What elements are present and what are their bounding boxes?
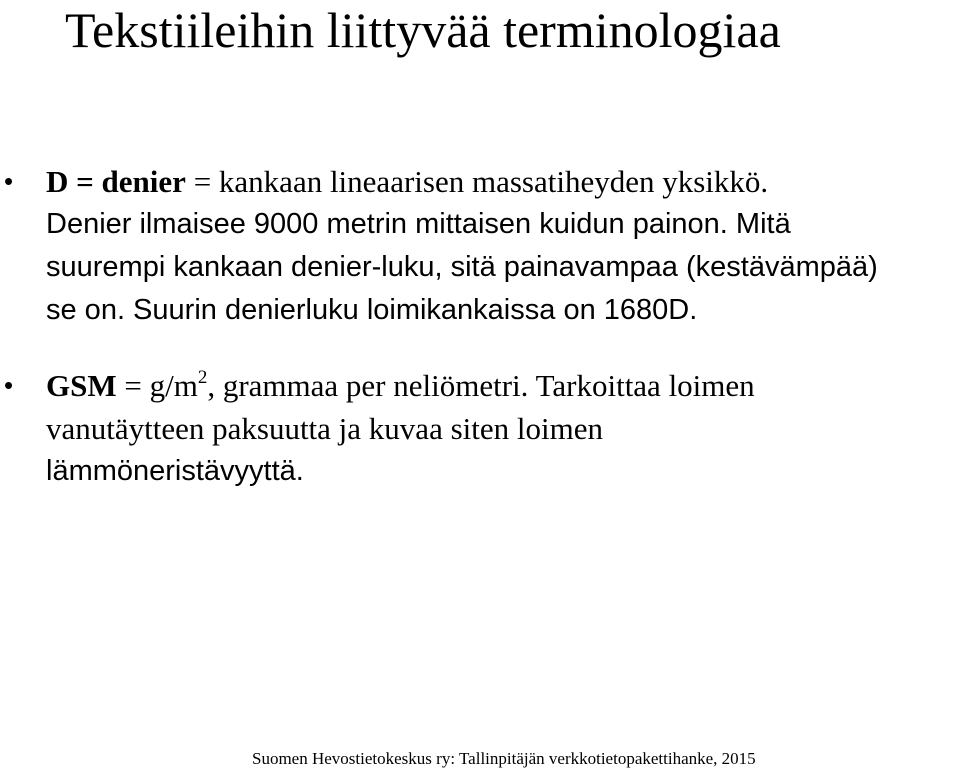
bullet-line: se on. Suurin denierluku loimikankaissa on 1680D. xyxy=(46,294,698,326)
definition-denier: = kankaan lineaarisen massatiheyden yksikkö. xyxy=(185,164,769,199)
bullet-line xyxy=(46,364,958,407)
bullet-line: lämmöneristävyyttä. xyxy=(46,455,304,487)
definition-gsm-unit: = g/m xyxy=(116,368,198,403)
bullet-text-denier xyxy=(46,160,958,332)
bullet-line xyxy=(46,160,958,203)
bullet-line: vanutäytteen paksuutta ja kuvaa siten loimen xyxy=(46,411,603,446)
bullet-dot: • xyxy=(4,166,14,196)
definition-gsm: , grammaa per neliömetri. xyxy=(207,368,536,403)
term-gsm: GSM xyxy=(46,368,117,403)
unit-exponent: 2 xyxy=(197,366,208,388)
definition-gsm-continued: Tarkoittaa loimen xyxy=(535,368,755,403)
slide-footer: Suomen Hevostietokeskus ry: Tallinpitäjän verkkotietopakettihanke, 2015 xyxy=(252,749,756,768)
slide-title: Tekstiileihin liittyvää terminologiaa xyxy=(65,2,781,58)
term-denier: D = denier xyxy=(46,164,186,199)
bullet-line: suurempi kankaan denier-luku, sitä painavampaa (kestävämpää) xyxy=(46,251,878,283)
bullet-text-gsm xyxy=(46,364,958,493)
bullet-dot: • xyxy=(4,370,14,400)
bullet-line: Denier ilmaisee 9000 metrin mittaisen kuidun painon. Mitä xyxy=(46,208,791,240)
